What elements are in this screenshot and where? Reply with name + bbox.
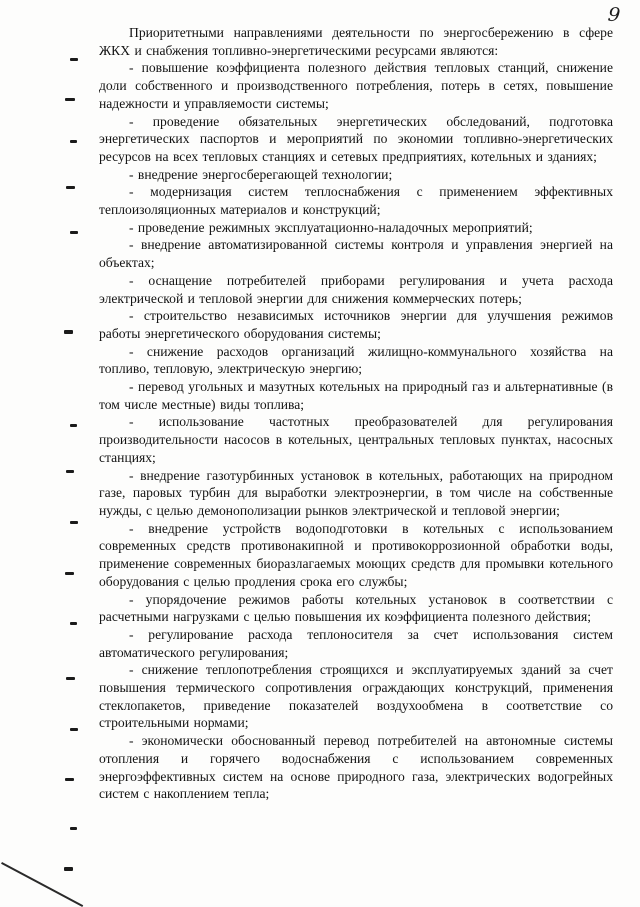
page-number: 9	[606, 3, 622, 27]
scan-mark	[70, 140, 77, 143]
scan-mark	[64, 330, 73, 334]
scan-mark	[70, 521, 78, 524]
paragraph: - проведение режимных эксплуатационно-наладочных мероприятий;	[129, 219, 533, 235]
paragraph: - проведение обязательных энергетических обследований, подготовка энергетических паспортов и мероприятий по экономии топливно-энергетических ресурсов на всех тепловых станциях и сетевых предприятиях, котельных и зданиях;	[99, 113, 613, 164]
paragraph: - экономически обоснованный перевод потребителей на автономные системы отопления и горячего водоснабжения с использованием современных энергоэффективных систем на основе природного газа, электрических водогрейных систем с накоплением тепла;	[99, 733, 613, 802]
paragraph: - упорядочение режимов работы котельных установок в соответствии с расчетными нагрузками с целью повышения их коэффициента полезного действия;	[99, 591, 613, 625]
scan-mark	[65, 778, 74, 781]
paragraph: - внедрение автоматизированной системы контроля и управления энергией на объектах;	[99, 237, 613, 271]
scan-mark	[65, 572, 74, 575]
scan-mark	[70, 827, 77, 830]
scan-mark	[66, 677, 75, 680]
paragraph: - внедрение энергосберегающей технологии;	[129, 166, 393, 182]
paragraph: - строительство независимых источников энергии для улучшения режимов работы энергетического оборудования системы;	[99, 308, 613, 341]
paragraph: - использование частотных преобразователей для регулирования производительности насосов в котельных, центральных тепловых пунктах, насосных станциях;	[99, 414, 613, 465]
scan-mark	[70, 622, 77, 625]
paragraph: - снижение теплопотребления строящихся и эксплуатируемых зданий за счет повышения термического сопротивления ограждающих конструкций, применения стеклопакетов, приведение показателей воздухообмена в соответствие со строительными нормами;	[99, 662, 613, 731]
paragraph: - внедрение устройств водоподготовки в котельных с использованием современных средств противонакипной и противокоррозионной обработки воды, применение современных биоразлагаемых моющих средств для промывки котельного оборудования с целью продления срока его службы;	[99, 520, 613, 589]
scan-mark	[64, 867, 73, 871]
scan-mark	[65, 98, 75, 101]
paragraph: - внедрение газотурбинных установок в котельных, работающих на природном газе, паровых турбин для выработки электроэнергии, в том числе на собственные нужды, с целью демонополизации рынков электрической и тепловой энергии;	[99, 467, 613, 518]
scan-mark	[66, 470, 74, 473]
paragraph: - оснащение потребителей приборами регулирования и учета расхода электрической и тепловой энергии для снижения коммерческих потерь;	[99, 272, 613, 306]
paragraph: - модернизация систем теплоснабжения с применением эффективных теплоизоляционных материалов и конструкций;	[99, 184, 613, 218]
scan-mark	[70, 231, 78, 234]
paragraph: - перевод угольных и мазутных котельных на природный газ и альтернативные (в том числе местные) виды топлива;	[99, 379, 613, 412]
scan-mark	[66, 186, 75, 189]
paragraph: Приоритетными направлениями деятельности по энергосбережению в сфере ЖКХ и снабжения топливно-энергетическими ресурсами являются:	[99, 25, 613, 58]
paragraph: - снижение расходов организаций жилищно-коммунального хозяйства на топливо, тепловую, электрическую энергию;	[99, 343, 613, 377]
paragraph: - повышение коэффициента полезного действия тепловых станций, снижение доли собственного и производственного потребления, потерь в сетях, повышение надежности и управляемости системы;	[99, 60, 613, 111]
document-text-block	[99, 24, 613, 803]
scan-mark	[70, 58, 78, 61]
paragraph: - регулирование расхода теплоносителя за счет использования систем автоматического регулирования;	[99, 626, 613, 660]
scan-mark	[70, 424, 77, 427]
scan-mark	[70, 728, 78, 731]
